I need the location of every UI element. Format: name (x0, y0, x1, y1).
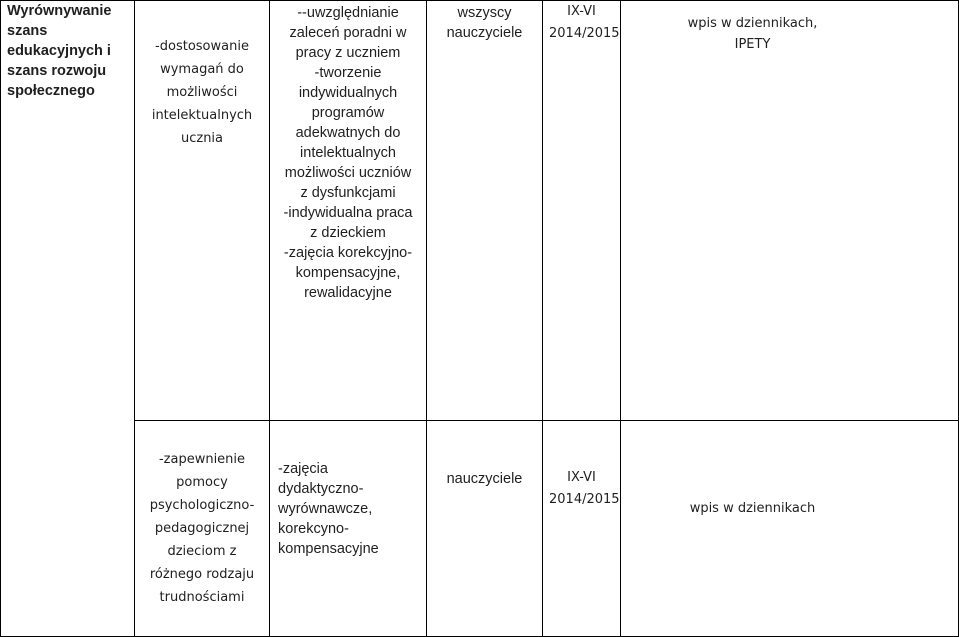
term-cell (543, 421, 621, 637)
activity-line: -dostosowanie (155, 39, 249, 54)
actions-line: wyrównawcze, (278, 500, 373, 517)
actions-line: dydaktyczno- (278, 480, 364, 497)
area-heading-line: Wyrównywanie (7, 3, 112, 19)
actions-line: -tworzenie (314, 65, 382, 81)
activity-line: psychologiczno- (149, 498, 255, 513)
actions-line: -zajęcia (278, 460, 328, 477)
activity-line: -zapewnienie (158, 452, 246, 467)
actions-line: -indywidualna praca (283, 205, 413, 221)
term-line: IX-VI (567, 469, 596, 485)
activity-line: trudnościami (159, 590, 245, 605)
actions-line: korekcyno- (278, 520, 349, 537)
area-heading-cell (1, 1, 135, 637)
activity-cell (135, 421, 270, 637)
actions-line: kompensacyjne, (295, 265, 401, 281)
actions-line: możliwości uczniów (284, 165, 412, 181)
term-line: 2014/2015 (549, 491, 620, 507)
actions-line: z dysfunkcjami (300, 185, 396, 201)
responsible-line: nauczyciele (446, 470, 523, 487)
table-row (1, 421, 959, 637)
actions-line: zaleceń poradni w (289, 25, 407, 41)
activity-line: możliwości (166, 85, 238, 100)
activity-line: dzieciom z (167, 544, 237, 559)
actions-cell (270, 421, 427, 637)
actions-line: intelektualnych (300, 145, 396, 161)
actions-line: programów (311, 105, 385, 121)
actions-line: adekwatnych do (295, 125, 401, 141)
area-heading-line: społecznego (7, 83, 95, 99)
responsible-line: nauczyciele (446, 25, 523, 41)
actions-line: indywidualnych (298, 85, 398, 101)
term-line: IX-VI (567, 4, 596, 19)
area-heading-line: edukacyjnych i (7, 43, 111, 59)
monitoring-line: IPETY (734, 37, 771, 52)
actions-line: -zajęcia korekcyjno- (283, 245, 413, 261)
activity-line: różnego rodzaju (149, 567, 255, 582)
area-heading-line: szans (7, 23, 48, 39)
activity-line: intelektualnych (151, 108, 253, 123)
activity-line: wymagań do (160, 62, 244, 77)
actions-line: z dzieckiem (310, 225, 386, 241)
area-heading-line: szans rozwoju (7, 63, 107, 79)
activity-cell (135, 1, 270, 421)
table-row (1, 1, 959, 421)
activity-line: pomocy (176, 475, 228, 490)
monitoring-cell (621, 1, 959, 421)
monitoring-cell (621, 421, 959, 637)
actions-line: --uwzględnianie (297, 5, 399, 21)
term-cell (543, 1, 621, 421)
monitoring-line: wpis w dziennikach (689, 501, 816, 516)
monitoring-line: wpis w dziennikach, (687, 16, 818, 31)
activity-line: ucznia (180, 131, 224, 146)
responsible-cell (427, 421, 543, 637)
actions-line: pracy z uczniem (295, 45, 401, 61)
responsible-line: wszyscy (457, 5, 512, 21)
actions-cell (270, 1, 427, 421)
term-line: 2014/2015 (549, 26, 620, 41)
actions-line: rewalidacyjne (304, 285, 392, 301)
actions-line: kompensacyjne (278, 540, 379, 557)
responsible-cell (427, 1, 543, 421)
activity-line: pedagogicznej (154, 521, 250, 536)
